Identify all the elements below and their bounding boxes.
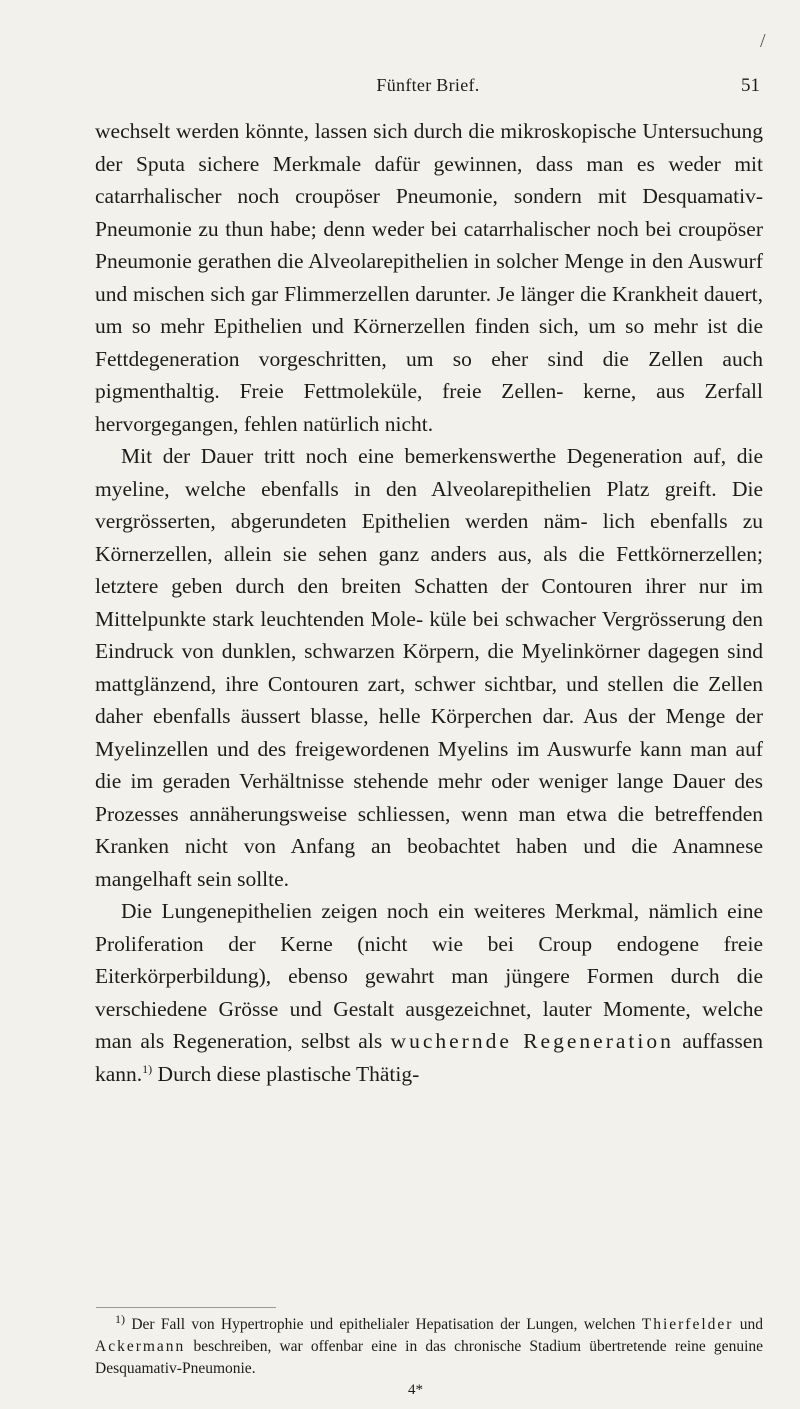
footnote-author-thierfelder: Thierfelder [641, 1316, 734, 1333]
paragraph-1: wechselt werden könnte, lassen sich durch die mikroskopische Untersuchung der Sputa sichere Merkmale dafür gewinnen, dass man es weder mit catarrhalischer noch croupöser Pneumonie, sondern mit Desquamativ-Pneumonie zu thun habe; denn weder bei catarrhalischer noch bei croupöser Pneumonie gerathen die Alveolarepithelien in solcher Menge in den Auswurf und mischen sich gar Flimmerzellen darunter. Je länger die Krankheit dauert, um so mehr Epithelien und Körnerzellen finden sich, um so mehr ist die Fettdegeneration vorgeschritten, um so eher sind die Zellen auch pigmenthaltig. Freie Fettmoleküle, freie Zellen- kerne, aus Zerfall hervorgegangen, fehlen natürlich nicht. [95, 119, 763, 436]
stray-mark: / [760, 30, 766, 52]
printer-signature: 4* [408, 1382, 423, 1398]
paragraph-2: Mit der Dauer tritt noch eine bemerkenswerthe Degeneration auf, die myeline, welche ebenfalls in den Alveolarepithelien Platz greift. Die vergrösserten, abgerundeten Epithelien werden näm- lich ebenfalls zu Körnerzellen, allein sie sehen ganz anders aus, als die Fettkörnerzellen; letztere geben durch den breiten Schatten der Contouren ihrer nur im Mittelpunkte stark leuchtenden Mole- küle bei schwacher Vergrösserung den Eindruck von dunklen, schwarzen Körpern, die Myelinkörner dagegen sind mattglänzend, ihre Contouren zart, schwer sichtbar, und stellen die Zellen daher ebenfalls äussert blasse, helle Körperchen dar. Aus der Menge der Myelinzellen und des freigewordenen Myelins im Auswurfe kann man auf die im geraden Verhältnisse stehende mehr oder weniger lange Dauer des Prozesses annäherungsweise schliessen, wenn man etwa die betreffenden Kranken nicht von Anfang an beobachtet haben und die Anamnese mangelhaft sein sollte. [95, 444, 763, 891]
footnote-text-c: beschreiben, war offenbar eine in das chronische Stadium übertretende reine genuine Desquamativ-Pneumonie. [95, 1338, 763, 1377]
body-text [95, 115, 763, 1090]
page-number: 51 [741, 75, 760, 96]
paragraph-3 [95, 895, 763, 1090]
footnote-rule [96, 1307, 276, 1308]
footnote-author-ackermann: Ackermann [95, 1338, 186, 1355]
footnote-text-a: Der Fall von Hypertrophie und epithelialer Hepatisation der Lungen, welchen [131, 1316, 636, 1333]
footnote-marker: 1) [115, 1311, 125, 1326]
page-header [96, 66, 760, 106]
paragraph-3-text-c: Durch diese plastische Thätig- [157, 1061, 420, 1086]
paragraph-3-text-b: auffassen kann. [95, 1029, 763, 1086]
footnote [95, 1311, 764, 1380]
emphasis-wuchernde-regeneration: wuchernde Regeneration [390, 1029, 674, 1053]
footnote-reference: 1) [142, 1061, 153, 1076]
footnote-text-b: und [739, 1316, 764, 1333]
running-title: Fünfter Brief. [376, 75, 480, 95]
paragraph-3-text-a: Die Lungenepithelien zeigen noch ein weiteres Merkmal, nämlich eine Proliferation der Kerne (nicht wie bei Croup endogene freie Eiterkörperbildung), ebenso gewahrt man jüngere Formen durch die verschiedene Grösse und Gestalt ausgezeichnet, lauter Momente, welche man als Regeneration, selbst als [95, 899, 763, 1053]
